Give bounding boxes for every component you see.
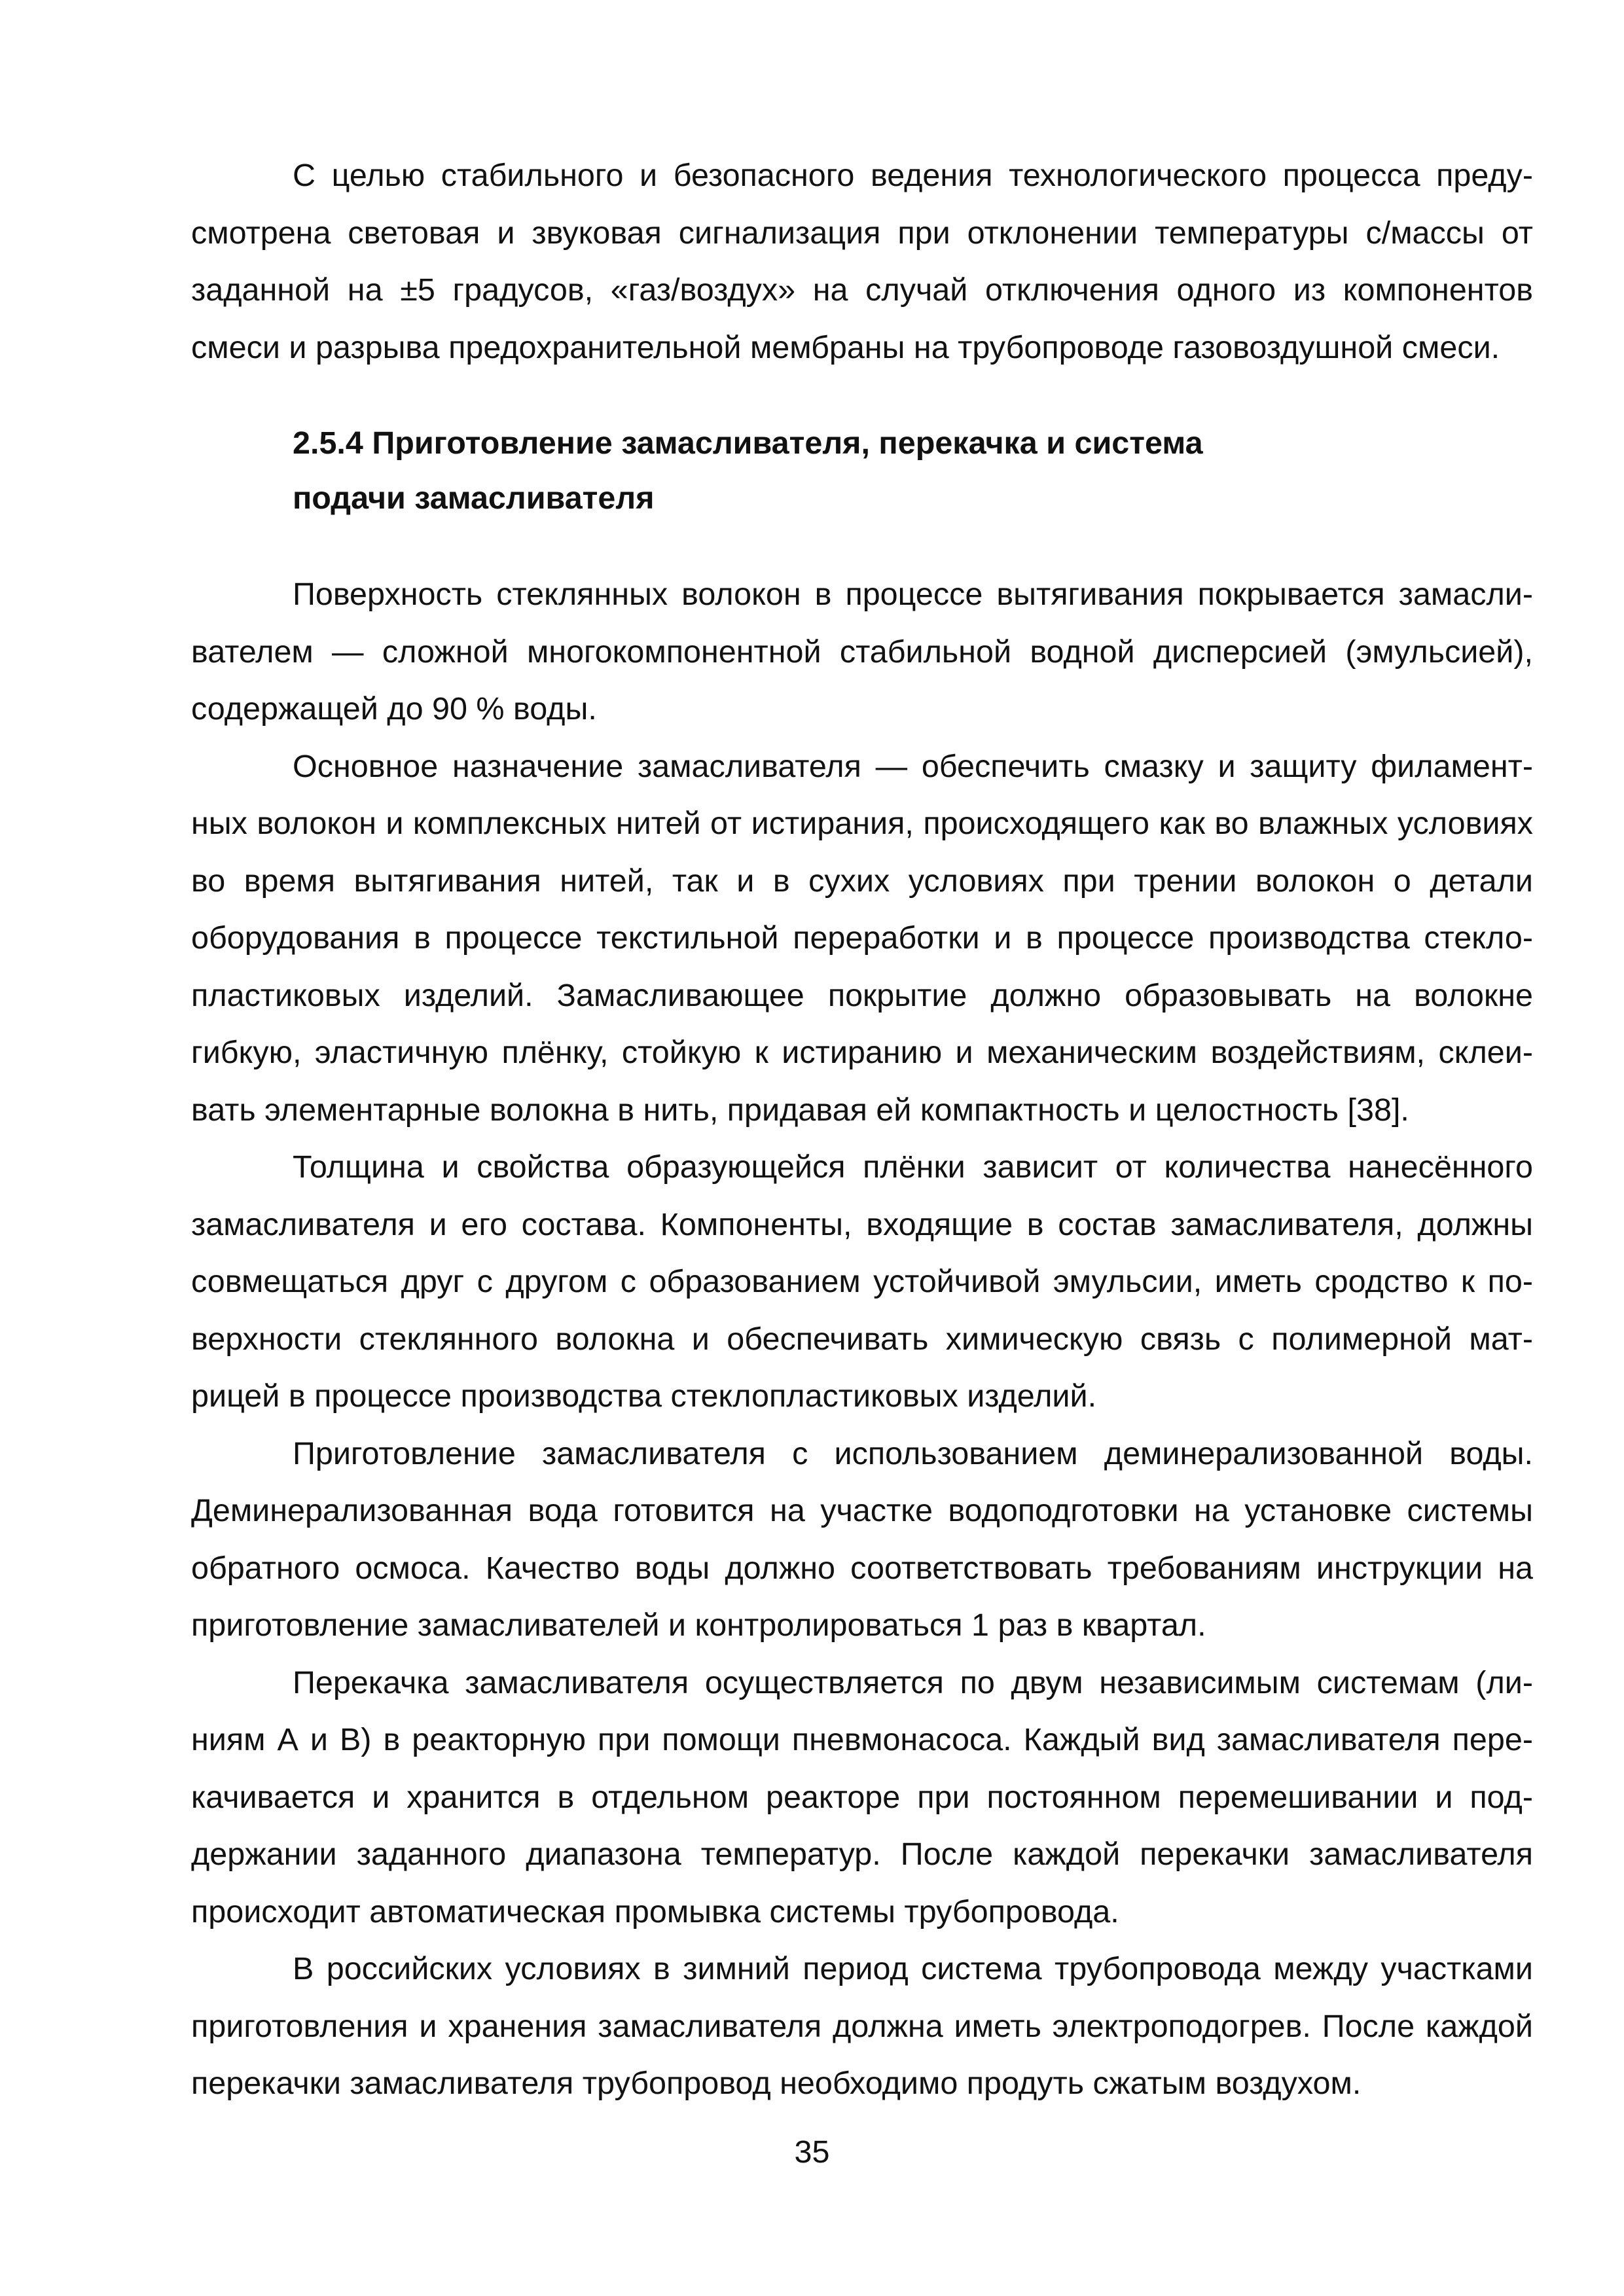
paragraph-signaling: С целью стабильного и безопасного ведения технологического процесса предусмотрена световая и звуковая сигнализация при отклонении температуры с/массы от заданной на ±5 градусов, «газ/воздух» на случай отключения одного из компонентов смеси и разрыва предохранительной мембраны на трубопроводе газовоздушной смеси. [191,158,1533,365]
page-number: 35 [794,2134,830,2170]
document-page [191,147,1533,2113]
section-heading: 2.5.4 Приготовление замасливателя, перекачка и система подачи замасливателя [293,425,1203,516]
paragraph-winter-conditions: В российских условиях в зимний период система трубопровода между участками приготовления и хранения замасливателя должна иметь электроподогрев. После каждой перекачки замасливателя трубопровод необходимо продуть сжатым воздухом. [191,1951,1533,2101]
paragraph-demineralized-water: Приготовление замасливателя с использованием деминерализованной воды. Деминерализованная вода готовится на участке водоподготовки на установке системы обратного осмоса. Качество воды должно соответствовать требованиям инструкции на приготовление замасливателей и контролироваться 1 раз в квартал. [191,1435,1533,1643]
paragraph-film-properties: Толщина и свойства образующейся плёнки зависит от количества нанесённого замасливателя и его состава. Компоненты, входящие в состав замасливателя, должны совмещаться друг с другом с образованием устойчивой эмульсии, иметь сродство к поверхности стеклянного волокна и обеспечивать химическую связь с полимерной матрицей в процессе производства стеклопластиковых изделий. [191,1149,1533,1414]
paragraph-sizing-surface: Поверхность стеклянных волокон в процессе вытягивания покрывается замасливателем — сложной многокомпонентной стабильной водной дисперсией (эмульсией), содержащей до 90 % воды. [191,577,1533,726]
paragraph-pumping: Перекачка замасливателя осуществляется по двум независимым системам (линиям А и В) в реакторную при помощи пневмонасоса. Каждый вид замасливателя перекачивается и хранится в отдельном реакторе при постоянном перемешивании и поддержании заданного диапазона температур. После каждой перекачки замасливателя происходит автоматическая промывка системы трубопровода. [191,1664,1533,1929]
paragraph-sizing-purpose: Основное назначение замасливателя — обеспечить смазку и защиту филаментных волокон и комплексных нитей от истирания, происходящего как во влажных условиях во время вытягивания нитей, так и в сухих условиях при трении волокон о детали оборудования в процессе текстильной переработки и в процессе производства стеклопластиковых изделий. Замасливающее покрытие должно образовывать на волокне гибкую, эластичную плёнку, стойкую к истиранию и механическим воздействиям, склеивать элементарные волокна в нить, придавая ей компактность и целостность [38]. [191,748,1533,1128]
